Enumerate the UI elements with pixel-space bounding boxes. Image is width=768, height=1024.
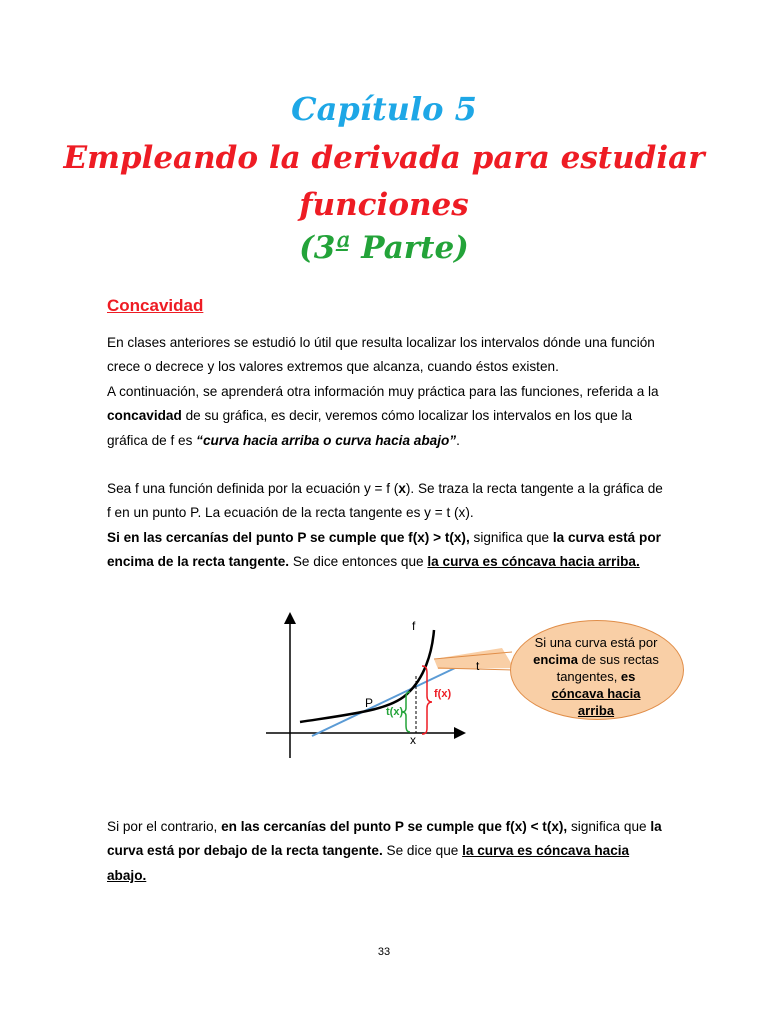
callout-line1: Si una curva está por [534,635,658,650]
def-text-4: Se dice entonces que [289,554,428,570]
curve-quote: “curva hacia arriba o curva hacia abajo” [196,432,457,448]
label-tx: t(x) [386,706,404,718]
callout-encima: encima [533,652,578,667]
def-text-1: Sea f una función definida por la ecuación y = f ( [107,481,399,496]
contrary-conclusion: la curva es cóncava hacia abajo. [107,843,630,883]
intro-paragraph [107,331,667,453]
intro-end: . [456,432,460,448]
intro-sentence-3: de su gráfica, es decir, veremos cómo localizar los intervalos en los que la gráfica de f es [107,408,633,448]
concavity-figure [262,612,682,772]
page-number: 33 [377,946,391,958]
label-t: t [476,659,480,673]
callout-line2: de sus rectas tangentes, [556,652,659,684]
intro-sentence-1: En clases anteriores se estudió lo útil que resulta localizar los intervalos dónde una función crece o decrece y los valores extremos que alcanza, cuando éstos existen. [107,335,655,375]
contrary-text-2: significa que [567,819,651,834]
bubble-pointer [434,648,514,669]
def-x: x [398,481,406,496]
contrary-condition: en las cercanías del punto P se cumple que f(x) < t(x), [221,819,568,834]
label-x: x [410,733,416,747]
label-f: f [412,619,416,633]
def-text-3: significa que [469,529,553,545]
chapter-title: Capítulo 5 [291,90,477,128]
definition-paragraph [107,477,667,575]
def-text-2: ). Se traza la recta tangente a la gráfica de f en un punto P. La ecuación de la recta tangente es y = t (x). [107,481,663,521]
def-condition: Si en las cercanías del punto P se cumple que f(x) > t(x), [107,529,470,545]
chapter-subtitle-line1: Empleando la derivada para estudiar [63,140,705,176]
contrary-text-1: Si por el contrario, [107,819,222,834]
label-P: P [365,696,374,710]
contrary-text-3: Se dice que [382,843,463,859]
fx-brace [422,666,432,734]
callout-es: es [620,669,636,684]
contrary-paragraph [107,815,667,888]
chapter-part: (3ª Parte) [299,230,469,266]
label-fx: f(x) [434,688,452,700]
section-heading: Concavidad [107,296,204,315]
contrary-below-tangent: la curva está por debajo de la recta tangente. [107,819,662,859]
intro-sentence-2: A continuación, se aprenderá otra información muy práctica para las funciones, referida a la [107,383,659,399]
concavidad-term: concavidad [107,408,182,424]
def-conclusion: la curva es cóncava hacia arriba. [427,554,640,570]
chapter-subtitle-line2: funciones [299,187,469,223]
callout-concava: cóncava hacia arriba [551,686,641,718]
callout-text [532,634,660,719]
def-above-tangent: la curva está por encima de la recta tangente. [107,529,661,570]
